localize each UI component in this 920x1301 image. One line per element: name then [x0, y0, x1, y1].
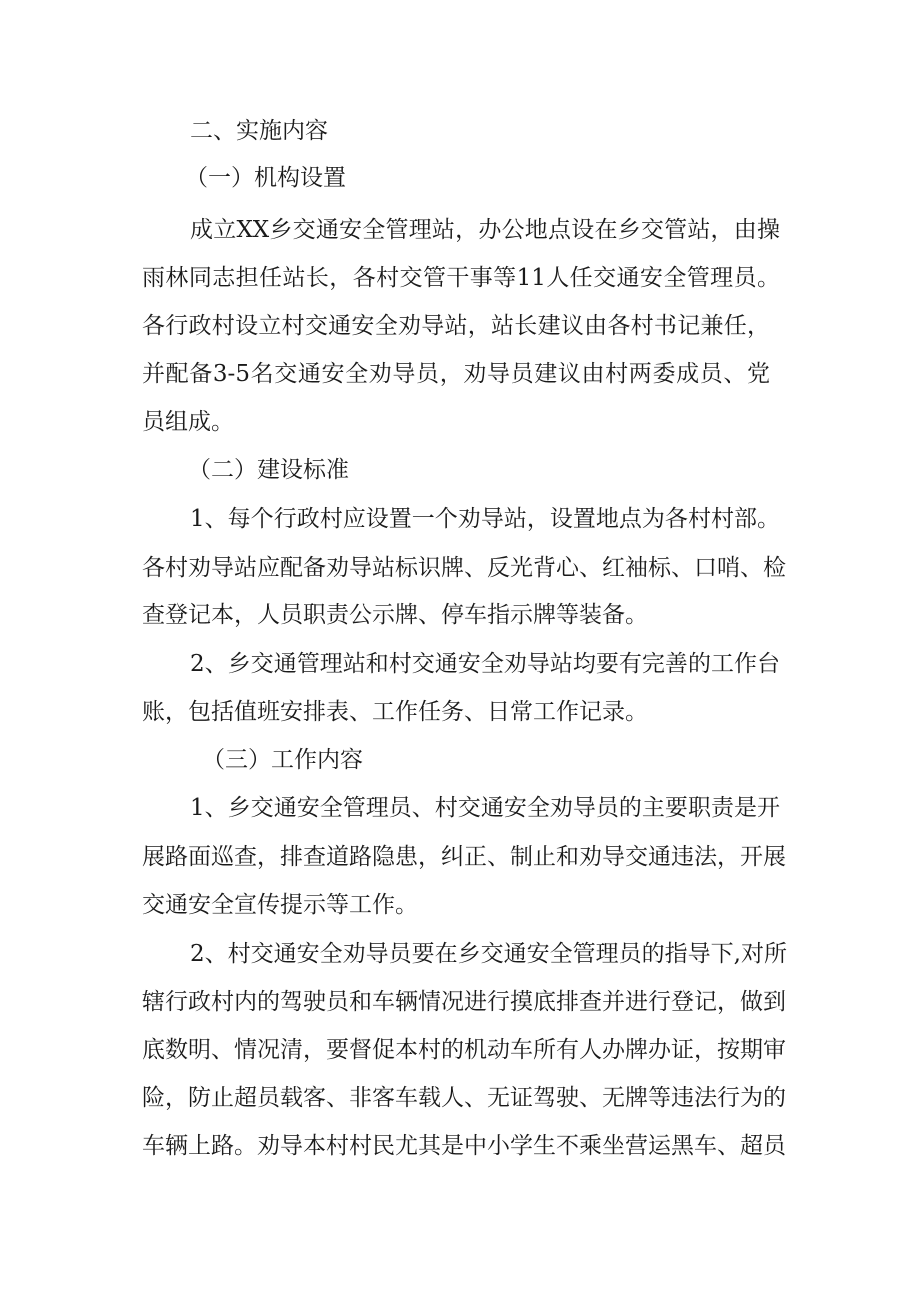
paragraph-line: 账，包括值班安排表、工作任务、日常工作记录。 [142, 699, 648, 725]
paragraph-line: 险，防止超员载客、非客车载人、无证驾驶、无牌等违法行为的 [142, 1085, 786, 1111]
paragraph-line: 成立XX乡交通安全管理站，办公地点设在乡交管站，由操 [190, 217, 780, 243]
subsection-heading: （三）工作内容 [202, 747, 363, 773]
subsection-heading: （一）机构设置 [185, 165, 346, 191]
paragraph-line: 员组成。 [142, 409, 234, 435]
paragraph-line: 各行政村设立村交通安全劝导站，站长建议由各村书记兼任， [142, 313, 770, 339]
paragraph-line: 车辆上路。劝导本村村民尤其是中小学生不乘坐营运黑车、超员 [142, 1133, 786, 1159]
section-heading: 二、实施内容 [190, 118, 328, 144]
paragraph-line: 查登记本，人员职责公示牌、停车指示牌等装备。 [142, 602, 648, 628]
paragraph-line: 1、乡交通安全管理员、村交通安全劝导员的主要职责是开 [190, 795, 780, 821]
paragraph-line: 1、每个行政村应设置一个劝导站，设置地点为各村村部。 [190, 506, 780, 532]
paragraph-line: 并配备3-5名交通安全劝导员，劝导员建议由村两委成员、党 [142, 361, 770, 387]
paragraph-line: 雨林同志担任站长，各村交管干事等11人任交通安全管理员。 [142, 265, 780, 291]
subsection-heading: （二）建设标准 [188, 457, 349, 483]
paragraph-line: 2、村交通安全劝导员要在乡交通安全管理员的指导下,对所 [190, 941, 787, 967]
paragraph-line: 2、乡交通管理站和村交通安全劝导站均要有完善的工作台 [190, 651, 780, 677]
paragraph-line: 辖行政村内的驾驶员和车辆情况进行摸底排查并进行登记，做到 [142, 989, 786, 1015]
paragraph-line: 各村劝导站应配备劝导站标识牌、反光背心、红袖标、口哨、检 [142, 555, 786, 581]
paragraph-line: 交通安全宣传提示等工作。 [142, 892, 418, 918]
paragraph-line: 展路面巡查，排查道路隐患，纠正、制止和劝导交通违法，开展 [142, 844, 786, 870]
paragraph-line: 底数明、情况清，要督促本村的机动车所有人办牌办证，按期审 [142, 1037, 786, 1063]
